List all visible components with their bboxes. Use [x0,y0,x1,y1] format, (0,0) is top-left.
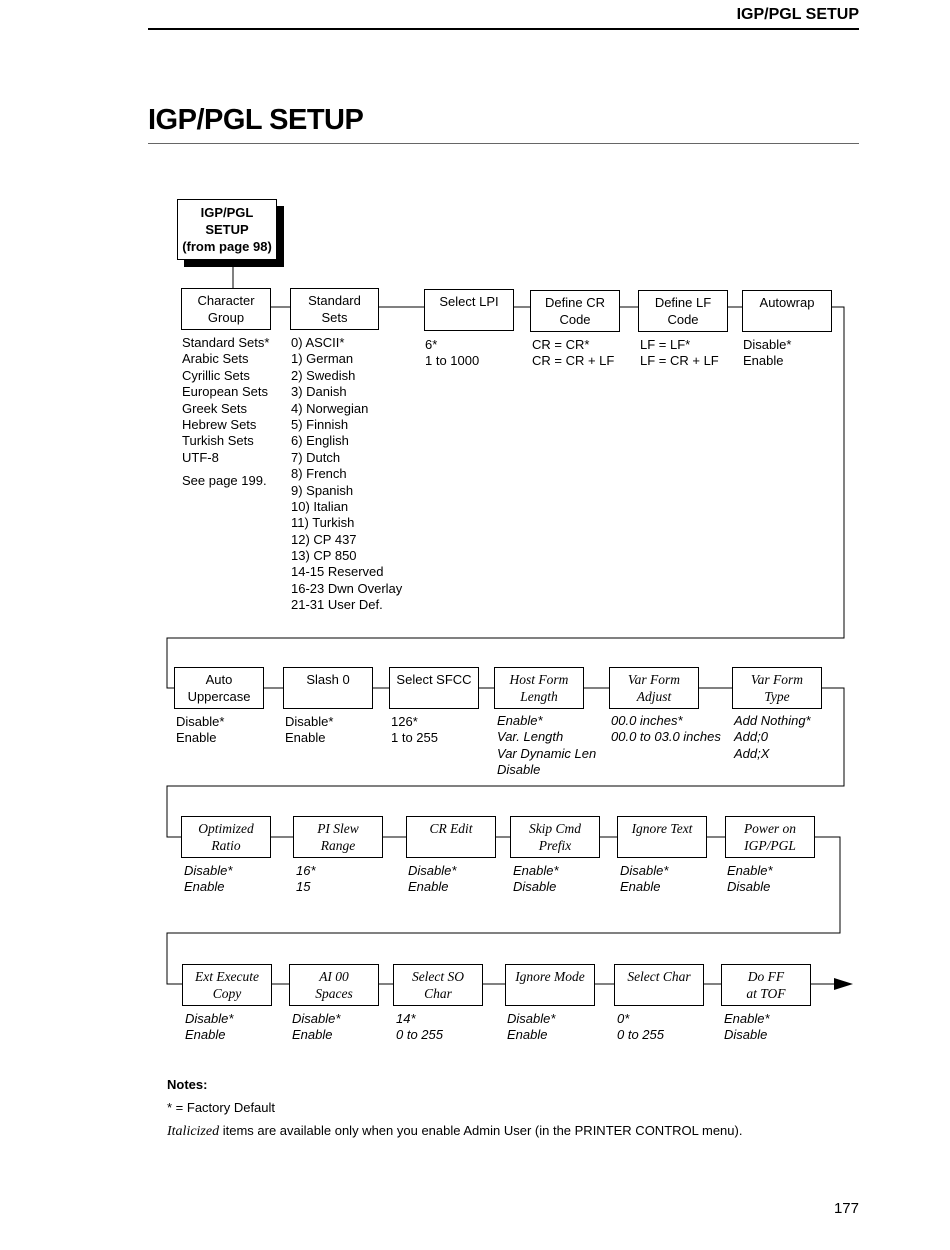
option-item: 00.0 to 03.0 inches [611,729,721,745]
notes-heading: Notes: [167,1077,208,1092]
options-do-ff-at-tof [724,1011,770,1044]
option-item: Disable* [408,863,457,878]
option-item: 14* [396,1011,416,1026]
option-item: Enable [292,1027,333,1043]
menu-label: Ext Execute Copy [194,969,260,1001]
menu-label: Host Form Length [509,672,569,704]
options-power-on-igp-pgl [727,863,773,896]
note-admin-user [167,1123,742,1140]
options-select-lpi [425,337,479,370]
option-item: Enable [620,879,661,895]
menu-label: Slash 0 [306,672,350,687]
option-item: Standard Sets* [182,335,270,350]
option-item: Enable [185,1027,226,1043]
option-item: 1) German [291,351,354,367]
menu-label: Ignore Mode [515,969,585,984]
option-item: 12) CP 437 [291,531,357,547]
menu-label: Ignore Text [631,821,693,836]
menu-box-define-lf-code [638,290,728,332]
menu-box-host-form-length [494,667,584,709]
menu-box-select-so-char [393,964,483,1006]
menu-label: Standard Sets [308,293,361,325]
option-item: Disable [724,1027,768,1043]
option-item: European Sets [182,384,269,400]
option-item: Add;X [734,745,770,761]
menu-box-character-group [181,288,271,330]
menu-label: Select Char [627,969,691,984]
see-page-note: See page 199. [182,473,267,488]
option-item: Enable [408,879,449,895]
menu-label: Power on IGP/PGL [743,821,797,853]
option-item: LF = CR + LF [640,353,719,369]
menu-box-power-on-igp-pgl [725,816,815,858]
option-item: 126* [391,714,418,729]
option-item: 8) French [291,466,347,482]
menu-box-cr-edit [406,816,496,858]
option-item: 1 to 255 [391,730,438,746]
menu-box-pi-slew-range [293,816,383,858]
menu-box-do-ff-at-tof [721,964,811,1006]
options-auto-uppercase [176,714,224,747]
option-item: 21-31 User Def. [291,597,383,613]
option-item: 16-23 Dwn Overlay [291,580,403,596]
menu-label: Auto Uppercase [187,672,251,704]
arrow-right-icon [834,978,853,990]
option-item: Add;0 [734,729,768,745]
option-item: 0) ASCII* [291,335,345,350]
options-optimized-ratio [184,863,232,896]
menu-label: Select LPI [439,294,499,309]
menu-label: AI 00 Spaces [315,969,353,1001]
menu-label: PI Slew Range [317,821,359,853]
option-item: Greek Sets [182,400,248,416]
options-character-group [182,335,269,466]
option-item: 13) CP 850 [291,548,357,564]
option-item: 0* [617,1011,630,1026]
option-item: 14-15 Reserved [291,564,384,580]
option-item: 11) Turkish [291,515,355,531]
note-italicized-word: Italicized [167,1124,220,1139]
option-item: Hebrew Sets [182,416,257,432]
option-item: 3) Danish [291,384,347,400]
option-item: 0 to 255 [617,1027,664,1043]
running-header: IGP/PGL SETUP [736,6,859,23]
menu-label: Autowrap [759,295,815,310]
menu-label: Select SO Char [411,969,465,1001]
option-item: 16* [296,863,316,878]
options-slash-0 [285,714,333,747]
option-item: 15 [296,879,311,895]
menu-box-optimized-ratio [181,816,271,858]
menu-box-ext-execute-copy [182,964,272,1006]
menu-label: Do FF at TOF [746,969,786,1001]
option-item: 6) English [291,433,349,449]
option-item: 9) Spanish [291,482,354,498]
options-define-lf-code [640,337,719,370]
menu-label: Optimized Ratio [198,821,254,853]
option-item: 7) Dutch [291,449,341,465]
note-factory-default: * = Factory Default [167,1100,276,1115]
options-skip-cmd-prefix [513,863,559,896]
option-item: Enable* [727,863,773,878]
option-item: 5) Finnish [291,416,349,432]
menu-box-autowrap [742,290,832,332]
menu-label: Select SFCC [396,672,472,687]
option-item: CR = CR* [532,337,590,352]
option-item: CR = CR + LF [532,353,615,369]
menu-label: Define CR Code [545,295,605,327]
options-select-char [617,1011,664,1044]
options-cr-edit [408,863,456,896]
option-item: Enable* [513,863,559,878]
menu-box-var-form-adjust [609,667,699,709]
options-select-sfcc [391,714,438,747]
option-item: Enable [743,353,784,369]
option-item: Disable* [743,337,792,352]
root-menu-box [177,199,277,260]
menu-box-select-lpi [424,289,514,331]
page-number: 177 [833,1200,859,1217]
menu-box-ignore-text [617,816,707,858]
option-item: UTF-8 [182,449,219,465]
option-item: 0 to 255 [396,1027,443,1043]
option-item: LF = LF* [640,337,691,352]
options-ext-execute-copy [185,1011,233,1044]
option-item: Disable* [292,1011,341,1026]
menu-label: CR Edit [429,821,473,836]
option-item: 4) Norwegian [291,400,369,416]
options-define-cr-code [532,337,614,370]
option-item: Var. Length [497,729,564,745]
option-item: Enable [285,730,326,746]
option-item: Enable* [724,1011,770,1026]
note-admin-text: items are available only when you enable Admin User (in the PRINTER CONTROL menu). [219,1123,743,1138]
option-item: Disable [513,879,557,895]
options-var-form-adjust [611,713,721,746]
menu-box-var-form-type [732,667,822,709]
menu-box-define-cr-code [530,290,620,332]
option-item: Disable* [176,714,225,729]
page-title: IGP/PGL SETUP [148,104,364,136]
option-item: Arabic Sets [182,351,249,367]
options-select-so-char [396,1011,443,1044]
root-menu-label: IGP/PGL SETUP (from page 98) [182,205,272,254]
menu-label: Character Group [197,293,255,325]
row3-to-row4-wrap [167,837,840,984]
option-item: Enable [184,879,225,895]
option-item: Disable* [185,1011,234,1026]
option-item: Enable [176,730,217,746]
options-standard-sets [291,335,402,614]
option-item: Disable* [507,1011,556,1026]
options-pi-slew-range [296,863,316,896]
options-ignore-mode [507,1011,555,1044]
option-item: Disable* [285,714,334,729]
option-item: 00.0 inches* [611,713,683,728]
options-ai-00-spaces [292,1011,340,1044]
option-item: Disable* [620,863,669,878]
option-item: 6* [425,337,438,352]
option-item: Var Dynamic Len [497,745,597,761]
options-var-form-type [734,713,811,762]
option-item: Enable* [497,713,543,728]
menu-label: Var Form Adjust [627,672,681,704]
options-autowrap [743,337,791,370]
option-item: Cyrillic Sets [182,367,250,383]
menu-box-ai-00-spaces [289,964,379,1006]
option-item: Enable [507,1027,548,1043]
menu-box-select-sfcc [389,667,479,709]
menu-label: Var Form Type [750,672,804,704]
menu-box-auto-uppercase [174,667,264,709]
menu-label: Skip Cmd Prefix [528,821,582,853]
menu-box-standard-sets [290,288,379,330]
option-item: 2) Swedish [291,367,356,383]
options-host-form-length [497,713,596,779]
menu-box-ignore-mode [505,964,595,1006]
option-item: Add Nothing* [734,713,811,728]
menu-box-slash-0 [283,667,373,709]
menu-label: Define LF Code [654,295,712,327]
option-item: 10) Italian [291,498,349,514]
option-item: Disable [497,762,541,778]
option-item: 1 to 1000 [425,353,480,369]
menu-box-select-char [614,964,704,1006]
options-ignore-text [620,863,668,896]
option-item: Disable [727,879,771,895]
option-item: Disable* [184,863,233,878]
menu-box-skip-cmd-prefix [510,816,600,858]
option-item: Turkish Sets [182,433,254,449]
